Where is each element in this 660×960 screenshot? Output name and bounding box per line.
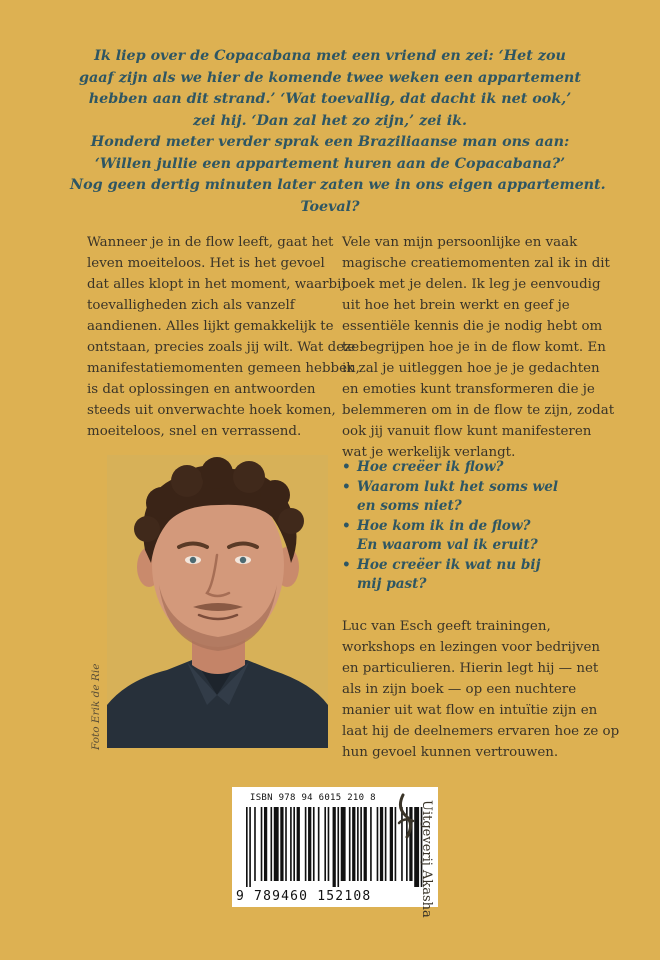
quote-line: Ik liep over de Copacabana met een vriend en zei: ‘Het zou [94, 48, 566, 64]
paragraph-line: moeiteloos, snel en verrassend. [87, 424, 302, 439]
paragraph-line: ontstaan, precies zoals jij wilt. Wat deze [87, 340, 360, 355]
author-photo [107, 455, 328, 748]
quote-line: ‘Willen jullie een appartement huren aan de Copacabana?’ [94, 155, 566, 172]
quote-line: gaaf zijn als we hier de komende twee weken een appartement [79, 69, 581, 86]
photo-credit: Foto Erik de Rie [90, 663, 102, 750]
question-line: Hoe kom ik in de flow? [357, 517, 531, 534]
barcode-bar [246, 807, 248, 887]
barcode-bar [357, 807, 359, 881]
paragraph-line: Vele van mijn persoonlijke en vaak [342, 235, 578, 250]
question-line: Hoe creëer ik flow? [357, 459, 504, 475]
question-line: Waarom lukt het soms wel [357, 478, 559, 495]
quote-line: Toeval? [300, 198, 360, 215]
question-line: en soms niet? [357, 498, 462, 514]
barcode-bar [305, 807, 307, 881]
paragraph-line: te begrijpen hoe je in de flow komt. En [342, 340, 606, 355]
quote-line: hebben aan dit strand.’ ‘Wat toevallig, dat dacht ik net ook,’ [88, 91, 572, 107]
bio-line: als in zijn boek — op een nuchtere [342, 682, 577, 697]
barcode-bar [249, 807, 251, 887]
paragraph-line: magische creatiemomenten zal ik in dit [342, 256, 610, 271]
paragraph-line: ook jij vanuit flow kunt manifesteren [342, 424, 592, 439]
question-list [342, 458, 612, 595]
bullet: • [342, 556, 351, 573]
barcode-bar [274, 807, 279, 881]
barcode-bar [285, 807, 287, 881]
barcode-bar [360, 807, 362, 881]
bio-line: manier uit wat flow en intuïtie zijn en [342, 703, 598, 718]
publisher-name: Uitgeverij Akasha [419, 800, 434, 918]
quote-line: Honderd meter verder sprak een Braziliaanse man ons aan: [90, 134, 570, 150]
barcode-bar [271, 807, 273, 881]
bullet: • [342, 517, 351, 534]
barcode-bar [324, 807, 326, 881]
barcode-bar [337, 807, 339, 887]
paragraph-line: Wanneer je in de flow leeft, gaat het [87, 235, 334, 250]
paragraph-line: manifestatiemomenten gemeen hebben, [87, 361, 360, 376]
barcode-bar [254, 807, 256, 881]
question-item [342, 478, 612, 517]
isbn-label: ISBN 978 94 6015 210 8 [250, 793, 376, 803]
barcode-bar [280, 807, 283, 881]
question-line: Hoe creëer ik wat nu bij [357, 556, 541, 573]
barcode-bar [352, 807, 355, 881]
question-item [342, 458, 612, 478]
bullet: • [342, 459, 351, 475]
barcode-bar [385, 807, 387, 881]
barcode-bar [370, 807, 372, 881]
bio-line: en particulieren. Hierin legt hij — net [342, 661, 599, 676]
intro-paragraph [87, 232, 360, 442]
paragraph-line: en emoties kunt transformeren die je [342, 382, 595, 397]
barcode-bar [377, 807, 379, 881]
pull-quote [70, 46, 606, 218]
barcode-bar [341, 807, 346, 881]
barcode-bar [364, 807, 367, 881]
barcode-bar [318, 807, 320, 881]
bio-line: hun gevoel kunnen vertrouwen. [342, 745, 559, 760]
barcode-bar [390, 807, 393, 881]
question-line: mij past? [357, 576, 427, 592]
publisher-logo-icon [395, 793, 419, 839]
barcode-bar [264, 807, 267, 881]
barcode-bar [333, 807, 336, 887]
question-line: En waarom val ik eruit? [357, 537, 538, 553]
bullet: • [342, 478, 351, 495]
paragraph-line: uit hoe het brein werkt en geef je [342, 298, 570, 313]
description-paragraph [342, 232, 615, 463]
barcode-bar [261, 807, 263, 881]
barcode-bar [328, 807, 330, 881]
author-portrait-illustration [107, 455, 328, 748]
quote-line: zei hij. ‘Dan zal het zo zijn,’ zei ik. [192, 112, 468, 129]
paragraph-line: is dat oplossingen en antwoorden [87, 382, 316, 397]
bio-line: laat hij de deelnemers ervaren hoe ze op [342, 724, 620, 739]
barcode-bar [349, 807, 351, 881]
bio-line: workshops en lezingen voor bedrijven [342, 640, 601, 655]
author-bio [342, 616, 620, 763]
paragraph-line: wat je werkelijk verlangt. [342, 445, 516, 460]
bio-line: Luc van Esch geeft trainingen, [342, 619, 551, 634]
paragraph-line: toevalligheden zich als vanzelf [87, 298, 295, 313]
barcode-bar [297, 807, 300, 881]
paragraph-line: dat alles klopt in het moment, waarbij [87, 277, 346, 292]
paragraph-line: essentiële kennis die je nodig hebt om [342, 319, 603, 334]
paragraph-line: steeds uit onverwachte hoek komen, [87, 403, 336, 418]
paragraph-line: aandienen. Alles lijkt gemakkelijk te [87, 319, 334, 334]
barcode-bar [293, 807, 295, 881]
barcode-bar [308, 807, 311, 881]
barcode-bar [290, 807, 292, 881]
paragraph-line: ik zal je uitleggen hoe je je gedachten [342, 361, 600, 376]
barcode-bar [313, 807, 315, 881]
question-item [342, 556, 612, 595]
question-item [342, 517, 612, 556]
paragraph-line: leven moeiteloos. Het is het gevoel [87, 256, 325, 271]
barcode-bar [380, 807, 383, 881]
paragraph-line: boek met je delen. Ik leg je eenvoudig [342, 277, 601, 292]
ean-digits: 9 789460 152108 [236, 889, 372, 904]
quote-line: Nog geen dertig minuten later zaten we in ons eigen appartement. [70, 177, 606, 193]
paragraph-line: belemmeren om in de flow te zijn, zodat [342, 403, 615, 418]
